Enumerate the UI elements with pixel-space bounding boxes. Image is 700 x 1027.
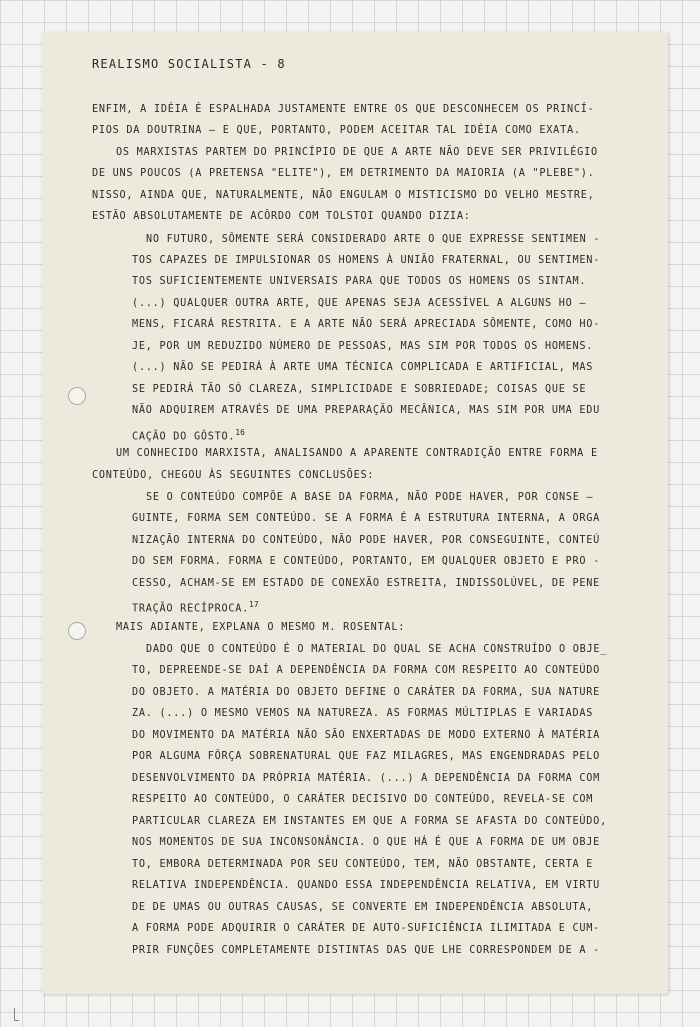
quote-line: NOS MOMENTOS DE SUA INCONSONÂNCIA. O QUE HÁ É QUE A FORMA DE UM OBJE <box>132 837 601 848</box>
quote-line: SE PEDIRÁ TÃO SÓ CLAREZA, SIMPLICIDADE E SOBRIEDADE; COISAS QUE SE <box>132 384 587 395</box>
quote-line: PARTICULAR CLAREZA EM INSTANTES EM QUE A FORMA SE AFASTA DO CONTEÚDO, <box>132 816 607 827</box>
quote-line: CESSO, ACHAM-SE EM ESTADO DE CONEXÃO ESTREITA, INDISSOLÚVEL, DE PENE <box>132 578 601 589</box>
corner-mark <box>14 1008 19 1021</box>
quote-line: SE O CONTEÚDO COMPÕE A BASE DA FORMA, NÃO PODE HAVER, POR CONSE — <box>146 492 594 503</box>
text-line: DE UNS POUCOS (A PRETENSA "ELITE"), EM DETRIMENTO DA MAIORIA (A "PLEBE"). <box>92 168 595 179</box>
document-page <box>42 32 668 994</box>
text-line: ESTÃO ABSOLUTAMENTE DE ACÔRDO COM TOLSTOI QUANDO DIZIA: <box>92 211 471 222</box>
text-line: PIOS DA DOUTRINA — E QUE, PORTANTO, PODEM ACEITAR TAL IDÉIA COMO EXATA. <box>92 125 581 136</box>
quote-line: RELATIVA INDEPENDÊNCIA. QUANDO ESSA INDEPENDÊNCIA RELATIVA, EM VIRTU <box>132 880 601 891</box>
footnote-marker: 16 <box>235 428 245 437</box>
quote-line: DO SEM FORMA. FORMA E CONTEÚDO, PORTANTO, EM QUALQUER OBJETO E PRO - <box>132 556 601 567</box>
quote-line: DO OBJETO. A MATÉRIA DO OBJETO DEFINE O CARÁTER DA FORMA, SUA NATURE <box>132 687 601 698</box>
quote-line: GUINTE, FORMA SEM CONTEÚDO. SE A FORMA É A ESTRUTURA INTERNA, A ORGA <box>132 513 601 524</box>
quote-line: DE DE UMAS OU OUTRAS CAUSAS, SE CONVERTE EM INDEPENDÊNCIA ABSOLUTA, <box>132 902 594 913</box>
punch-hole <box>68 387 86 405</box>
text-line: ENFIM, A IDÉIA É ESPALHADA JUSTAMENTE ENTRE OS QUE DESCONHECEM OS PRINCÍ- <box>92 104 595 115</box>
footnote-marker: 17 <box>249 600 259 609</box>
page-header: REALISMO SOCIALISTA - 8 <box>92 57 286 71</box>
quote-line: TOS CAPAZES DE IMPULSIONAR OS HOMENS À UNIÃO FRATERNAL, OU SENTIMEN- <box>132 255 601 266</box>
quote-line: ZA. (...) O MESMO VEMOS NA NATUREZA. AS FORMAS MÚLTIPLAS E VARIADAS <box>132 708 594 719</box>
text-line: UM CONHECIDO MARXISTA, ANALISANDO A APARENTE CONTRADIÇÃO ENTRE FORMA E <box>116 448 598 459</box>
text-line: NISSO, AINDA QUE, NATURALMENTE, NÃO ENGULAM O MISTICISMO DO VELHO MESTRE, <box>92 190 595 201</box>
quote-line: NÃO ADQUIREM ATRAVÉS DE UMA PREPARAÇÃO MECÂNICA, MAS SIM POR UMA EDU <box>132 405 601 416</box>
quote-line: DO MOVIMENTO DA MATÉRIA NÃO SÃO ENXERTADAS DE MODO EXTERNO À MATÉRIA <box>132 730 601 741</box>
text-line: MAIS ADIANTE, EXPLANA O MESMO M. ROSENTAL: <box>116 622 406 633</box>
quote-line: DADO QUE O CONTEÚDO É O MATERIAL DO QUAL SE ACHA CONSTRUÍDO O OBJE_ <box>146 644 608 655</box>
quote-line: NO FUTURO, SÔMENTE SERÁ CONSIDERADO ARTE O QUE EXPRESSE SENTIMEN - <box>146 234 601 245</box>
quote-line: TO, DEPREENDE-SE DAÍ A DEPENDÊNCIA DA FORMA COM RESPEITO AO CONTEÚDO <box>132 665 601 676</box>
quote-line: PRIR FUNÇÕES COMPLETAMENTE DISTINTAS DAS QUE LHE CORRESPONDEM DE A - <box>132 945 601 956</box>
text-line: CONTEÚDO, CHEGOU ÀS SEGUINTES CONCLUSÕES: <box>92 470 375 481</box>
quote-line: (...) NÃO SE PEDIRÁ À ARTE UMA TÉCNICA COMPLICADA E ARTIFICIAL, MAS <box>132 362 594 373</box>
punch-hole <box>68 622 86 640</box>
quote-line: (...) QUALQUER OUTRA ARTE, QUE APENAS SEJA ACESSÍVEL A ALGUNS HO — <box>132 298 587 309</box>
quote-line: TO, EMBORA DETERMINADA POR SEU CONTEÚDO, TEM, NÃO OBSTANTE, CERTA E <box>132 859 594 870</box>
text-line: OS MARXISTAS PARTEM DO PRINCÍPIO DE QUE A ARTE NÃO DEVE SER PRIVILÉGIO <box>116 147 598 158</box>
quote-line: A FORMA PODE ADQUIRIR O CARÁTER DE AUTO-SUFICIÊNCIA ILIMITADA E CUM- <box>132 923 601 934</box>
quote-line: NIZAÇÃO INTERNA DO CONTEÚDO, NÃO PODE HAVER, POR CONSEGUINTE, CONTEÚ <box>132 535 601 546</box>
quote-line: TOS SUFICIENTEMENTE UNIVERSAIS PARA QUE TODOS OS HOMENS OS SINTAM. <box>132 276 587 287</box>
quote-line: JE, POR UM REDUZIDO NÚMERO DE PESSOAS, MAS SIM POR TODOS OS HOMENS. <box>132 341 594 352</box>
quote-line: CAÇÃO DO GÔSTO.$^{16}$ <box>132 428 245 443</box>
quote-line: DESENVOLVIMENTO DA PRÓPRIA MATÉRIA. (...) A DEPENDÊNCIA DA FORMA COM <box>132 773 601 784</box>
quote-line: MENS, FICARÁ RESTRITA. E A ARTE NÃO SERÁ APRECIADA SÔMENTE, COMO HO- <box>132 319 601 330</box>
quote-line: TRAÇÃO RECÍPROCA.$^{17}$ <box>132 600 259 615</box>
quote-line: RESPEITO AO CONTEÚDO, O CARÁTER DECISIVO DO CONTEÚDO, REVELA-SE COM <box>132 794 594 805</box>
quote-line: POR ALGUMA FÔRÇA SOBRENATURAL QUE FAZ MILAGRES, MAS ENGENDRADAS PELO <box>132 751 601 762</box>
